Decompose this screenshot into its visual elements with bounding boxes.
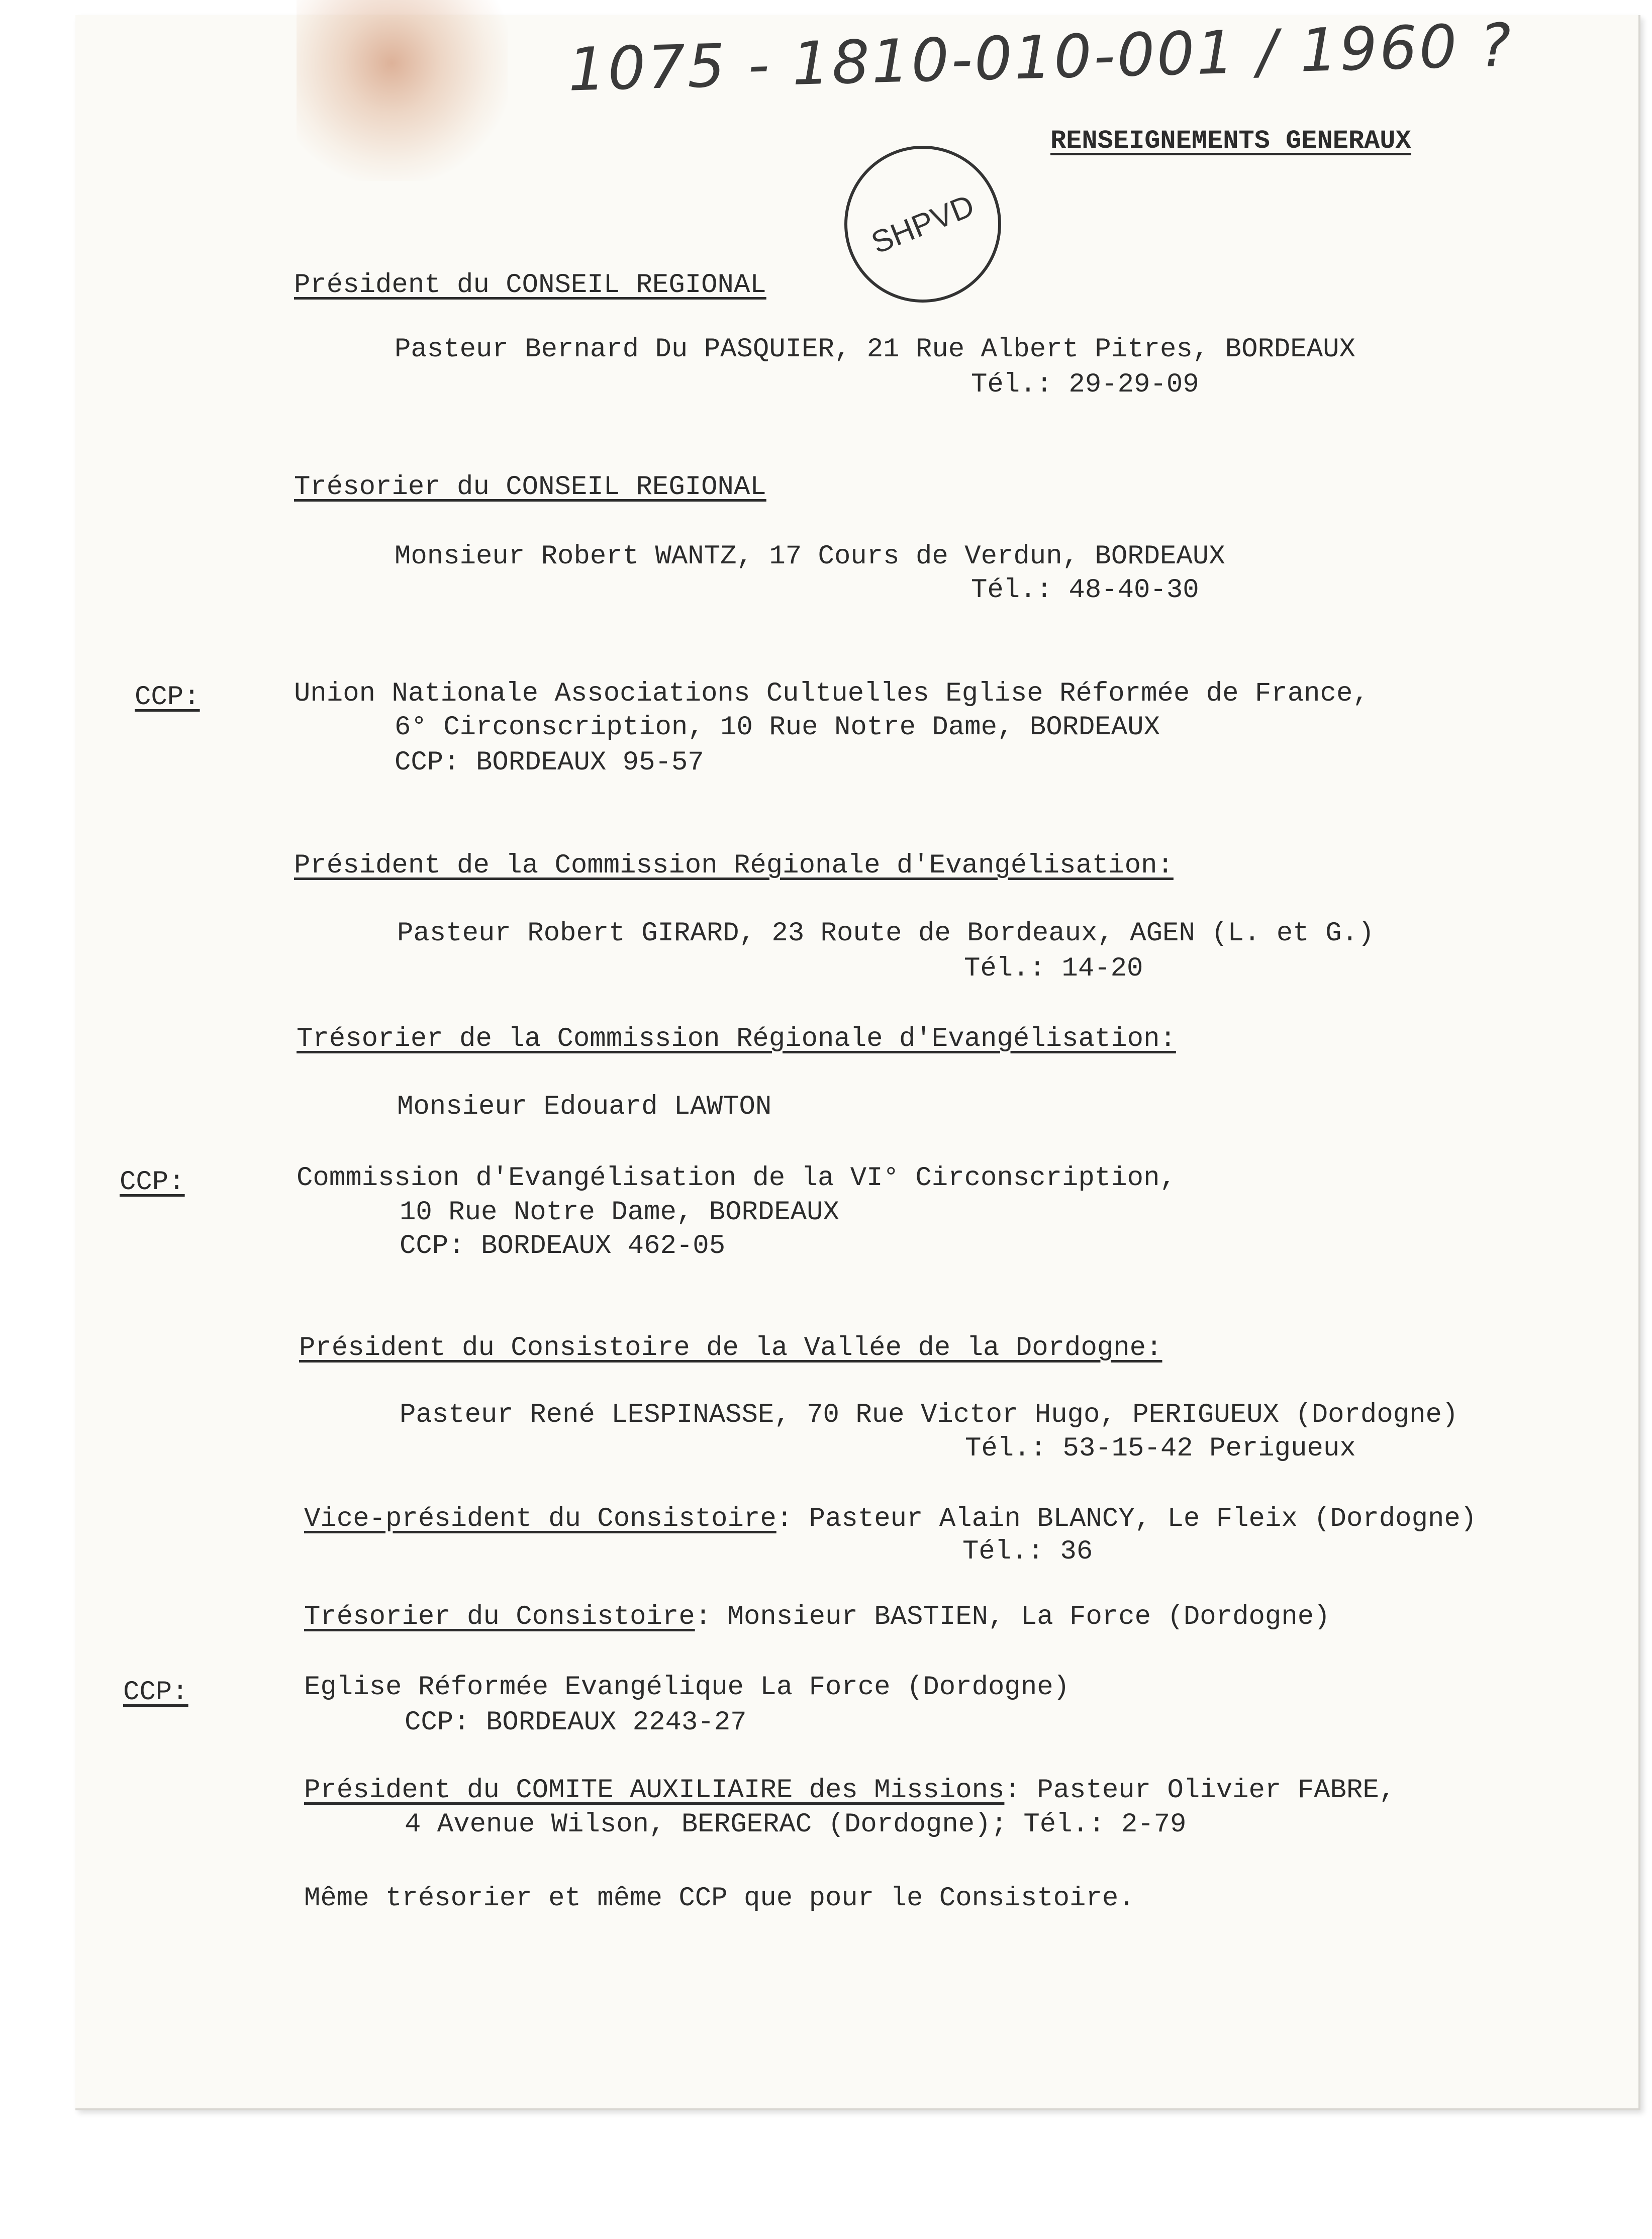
rust-stain bbox=[297, 0, 508, 181]
ccp2-line3: CCP: BORDEAUX 462-05 bbox=[400, 1231, 726, 1261]
consistoire-president-address: Pasteur René LESPINASSE, 70 Rue Victor Hugo, PERIGUEUX (Dordogne) bbox=[400, 1400, 1459, 1430]
consistoire-tresorier-row bbox=[304, 1601, 1330, 1634]
ccp-label-2: CCP: bbox=[120, 1167, 185, 1198]
heading-conseil-president: Président du CONSEIL REGIONAL bbox=[294, 270, 766, 301]
ccp2-line2: 10 Rue Notre Dame, BORDEAUX bbox=[400, 1197, 839, 1228]
heading-consistoire-president: Président du Consistoire de la Vallée de la Dordogne: bbox=[299, 1333, 1162, 1364]
heading-missions: Président du COMITE AUXILIAIRE des Missions bbox=[304, 1775, 1005, 1806]
missions-row bbox=[304, 1774, 1395, 1807]
missions-address: 4 Avenue Wilson, BERGERAC (Dordogne); Tél.: 2-79 bbox=[405, 1809, 1187, 1840]
consistoire-vice-row bbox=[304, 1503, 1477, 1536]
heading-evang-tresorier: Trésorier de la Commission Régionale d'Evangélisation: bbox=[297, 1024, 1176, 1054]
stamp-text: SHPVD bbox=[866, 188, 979, 261]
consistoire-president-tel: Tél.: 53-15-42 Perigueux bbox=[965, 1433, 1356, 1464]
consistoire-tresorier-text: : Monsieur BASTIEN, La Force (Dordogne) bbox=[695, 1602, 1330, 1632]
evang-tresorier-name: Monsieur Edouard LAWTON bbox=[397, 1092, 772, 1122]
ccp1-line1: Union Nationale Associations Cultuelles Eglise Réformée de France, bbox=[294, 678, 1369, 709]
heading-conseil-tresorier: Trésorier du CONSEIL REGIONAL bbox=[294, 472, 766, 503]
heading-evang-president: Président de la Commission Régionale d'Evangélisation: bbox=[294, 850, 1174, 881]
ccp1-line2: 6° Circonscription, 10 Rue Notre Dame, BORDEAUX bbox=[395, 712, 1160, 743]
conseil-tresorier-tel: Tél.: 48-40-30 bbox=[971, 575, 1199, 606]
missions-text: : Pasteur Olivier FABRE, bbox=[1004, 1775, 1396, 1806]
heading-consistoire-vice: Vice-président du Consistoire bbox=[304, 1504, 776, 1534]
heading-consistoire-tresorier: Trésorier du Consistoire bbox=[304, 1602, 695, 1632]
evang-president-tel: Tél.: 14-20 bbox=[964, 953, 1143, 984]
shpvd-stamp bbox=[844, 146, 1001, 303]
conseil-president-tel: Tél.: 29-29-09 bbox=[971, 369, 1199, 400]
conseil-president-address: Pasteur Bernard Du PASQUIER, 21 Rue Albert Pitres, BORDEAUX bbox=[395, 334, 1355, 365]
consistoire-vice-text: : Pasteur Alain BLANCY, Le Fleix (Dordogne) bbox=[776, 1504, 1477, 1534]
conseil-tresorier-address: Monsieur Robert WANTZ, 17 Cours de Verdun, BORDEAUX bbox=[395, 541, 1225, 572]
handwritten-reference: 1075 - 1810-010-001 / 1960 ? bbox=[567, 10, 1514, 105]
ccp3-line2: CCP: BORDEAUX 2243-27 bbox=[405, 1707, 747, 1738]
consistoire-vice-tel: Tél.: 36 bbox=[962, 1536, 1093, 1567]
ccp-label-3: CCP: bbox=[123, 1677, 188, 1708]
ccp3-line1: Eglise Réformée Evangélique La Force (Dordogne) bbox=[304, 1672, 1070, 1703]
ccp-label-1: CCP: bbox=[135, 682, 200, 713]
ccp1-line3: CCP: BORDEAUX 95-57 bbox=[395, 747, 704, 778]
evang-president-address: Pasteur Robert GIRARD, 23 Route de Bordeaux, AGEN (L. et G.) bbox=[397, 918, 1375, 949]
footer-note: Même trésorier et même CCP que pour le Consistoire. bbox=[304, 1883, 1135, 1914]
ccp2-line1: Commission d'Evangélisation de la VI° Circonscription, bbox=[297, 1163, 1176, 1194]
document-title: RENSEIGNEMENTS GENERAUX bbox=[1050, 126, 1411, 156]
